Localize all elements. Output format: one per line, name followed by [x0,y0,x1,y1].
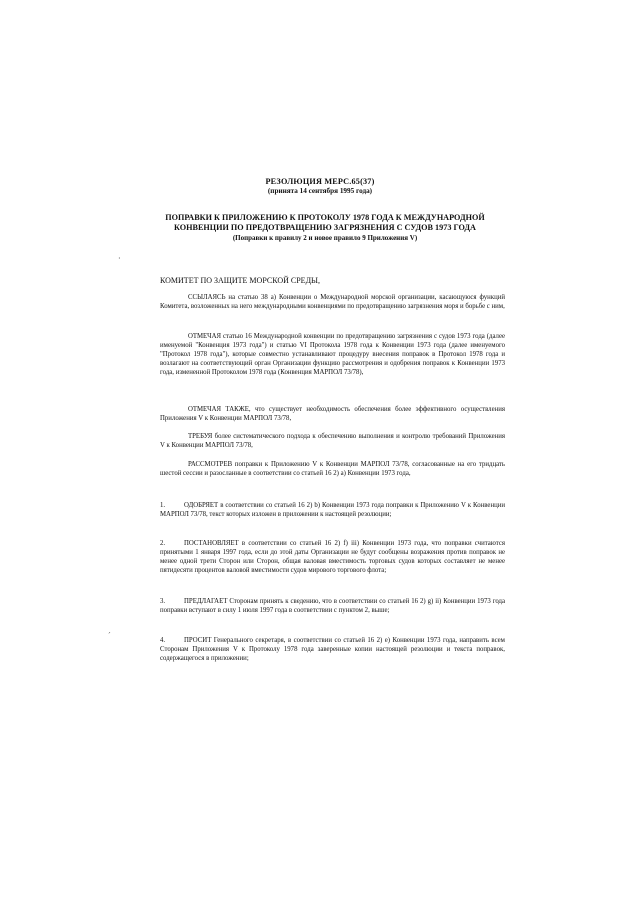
scan-tick-mark: ˊ [108,631,111,640]
scan-dot-mark: · [118,254,121,263]
paragraph-text: ПОСТАНОВЛЯЕТ в соответствии со статьей 16 2) f) iii) Конвенции 1973 года, что поправки считаются принятыми 1 января 1997 года, если до этой даты Организации не будут сообщены возражения против поправок не менее одной трети Сторон или Сторон, общая валовая вместимость торговых судов которых составляет не менее пятидесяти процентов валовой вместимости судов мирового торгового флота; [160,540,505,574]
preamble-paragraph-recalling: ССЫЛАЯСЬ на статью 38 а) Конвенции о Международной морской организации, касающуюся функций Комитета, возложенных на него международными конвенциями по предотвращению загрязнения моря и борьбе с ним, [160,294,505,310]
paragraph-text: ПРОСИТ Генерального секретаря, в соответствии со статьей 16 2) е) Конвенции 1973 года, направить всем Сторонам Приложения V к Протоколу 1978 года заверенные копии настоящей резолюции и текста поправок, содержащегося в приложении; [160,637,505,662]
paragraph-number: 3. [160,598,166,605]
paragraph-number: 4. [160,637,166,644]
adopted-date: (принята 14 сентября 1995 года) [267,187,373,195]
paragraph-text: ОДОБРЯЕТ в соответствии со статьей 16 2) b) Конвенции 1973 года поправки к Приложению V к Конвенции МАРПОЛ 73/78, текст которых изложен в приложении к настоящей резолюции; [160,502,505,518]
paragraph-number: 2. [160,540,166,547]
operative-paragraph-1 [160,502,505,520]
amendments-title: ПОПРАВКИ К ПРИЛОЖЕНИЮ К ПРОТОКОЛУ 1978 ГОДА К МЕЖДУНАРОДНОЙ КОНВЕНЦИИ ПО ПРЕДОТВРАЩЕНИЮ ЗАГРЯЗНЕНИЯ С СУДОВ 1973 ГОДА [165,213,485,233]
paragraph-number: 1. [160,502,166,509]
operative-paragraph-2 [160,540,505,576]
preamble-paragraph-requiring: ТРЕБУЯ более систематического подхода к обеспечению выполнения и контролю требований Приложения V к Конвенции МАРПОЛ 73/78, [160,433,505,449]
resolution-title: РЕЗОЛЮЦИЯ MEPC.65(37) [265,177,375,186]
committee-heading: КОМИТЕТ ПО ЗАЩИТЕ МОРСКОЙ СРЕДЫ, [160,276,320,285]
operative-paragraph-4 [160,637,505,664]
amendments-subtitle: (Поправки к правилу 2 и новое правило 9 Приложения V) [232,234,418,242]
operative-paragraph-3 [160,598,505,616]
paragraph-text: ПРЕДЛАГАЕТ Сторонам принять к сведению, что в соответствии со статьей 16 2) g) ii) Конвенции 1973 года поправки вступают в силу 1 июля 1997 года в соответствии с пунктом 2, выше; [160,598,505,614]
preamble-paragraph-considering: РАССМОТРЕВ поправки к Приложению V к Конвенции МАРПОЛ 73/78, согласованные на его тридцать шестой сессии и разосланные в соответствии со статьей 16 2) а) Конвенции 1973 года, [160,461,505,477]
preamble-paragraph-noting: ОТМЕЧАЯ статью 16 Международной конвенции по предотвращению загрязнения с судов 1973 года (далее именуемой "Конвенция 1973 года") и статью VI Протокола 1978 года к Конвенции 1973 года (далее именуемого "Протокол 1978 года"), которые совместно устанавливают процедуру внесения поправок в Протокол 1978 года и возлагают на соответствующий орган Организации функцию рассмотрения и одобрения поправок к Конвенции 1973 года, измененной Протоколом 1978 года (Конвенция МАРПОЛ 73/78), [160,333,505,376]
preamble-paragraph-noting-also: ОТМЕЧАЯ ТАКЖЕ, что существует необходимость обеспечения более эффективного осуществления Приложения V к Конвенции МАРПОЛ 73/78, [160,406,505,422]
